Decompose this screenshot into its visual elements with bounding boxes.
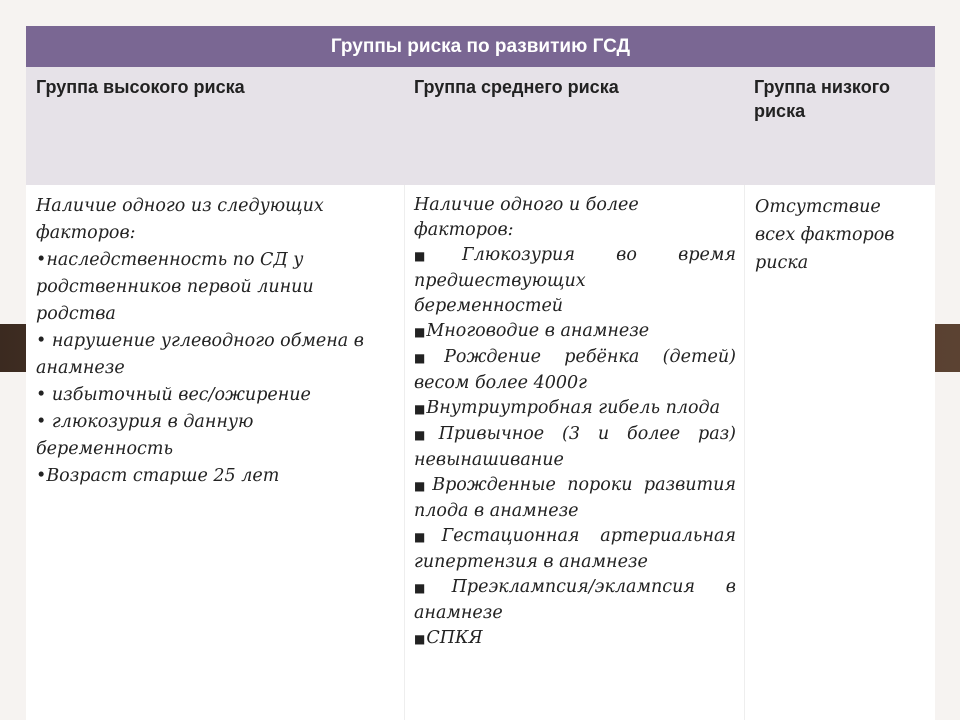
medium-risk-item (414, 345, 736, 396)
medium-risk-item (414, 575, 736, 626)
header-low-risk: Группа низкого риска (754, 77, 890, 121)
square-bullet-icon: ■ (414, 351, 444, 365)
square-bullet-icon: ■ (414, 402, 426, 416)
medium-risk-item (414, 319, 736, 345)
high-risk-item: •Возраст старше 25 лет (36, 466, 280, 486)
slide (26, 26, 935, 720)
square-bullet-icon: ■ (414, 428, 438, 442)
medium-risk-item (414, 243, 736, 319)
medium-risk-item (414, 524, 736, 575)
medium-risk-item (414, 396, 736, 422)
square-bullet-icon: ■ (414, 479, 432, 493)
high-risk-intro: Наличие одного из следующих факторов: (36, 196, 324, 243)
medium-risk-intro: Наличие одного и более факторов: (414, 195, 639, 240)
square-bullet-icon: ■ (414, 325, 426, 339)
medium-risk-item-text: Глюкозурия во время предшествующих беременностей (414, 245, 736, 316)
table-title: Группы риска по развитию ГСД (26, 26, 935, 67)
medium-risk-item (414, 473, 736, 524)
high-risk-item: • избыточный вес/ожирение (36, 385, 311, 405)
medium-risk-item (414, 626, 736, 652)
column-divider (404, 185, 405, 720)
medium-risk-item-text: Врожденные пороки развития плода в анамнезе (414, 475, 736, 521)
low-risk-cell: Отсутствие всех факторов риска (755, 197, 895, 273)
column-divider (744, 185, 745, 720)
square-bullet-icon: ■ (414, 530, 441, 544)
medium-risk-item-text: Многоводие в анамнезе (426, 321, 650, 341)
high-risk-item: • нарушение углеводного обмена в анамнезе (36, 331, 364, 378)
square-bullet-icon: ■ (414, 581, 451, 595)
medium-risk-item-text: Преэклампсия/эклампсия в анамнезе (414, 577, 736, 623)
medium-risk-item-text: Рождение ребёнка (детей) весом более 4000г (414, 347, 736, 393)
high-risk-item: • глюкозурия в данную беременность (36, 412, 254, 459)
medium-risk-item-text: Привычное (3 и более раз) невынашивание (414, 424, 737, 470)
medium-risk-item (414, 422, 736, 473)
medium-risk-item-text: СПКЯ (426, 628, 483, 648)
medium-risk-cell (414, 193, 736, 652)
header-medium-risk: Группа среднего риска (414, 77, 619, 97)
table-header-row (26, 67, 935, 185)
medium-risk-item-text: Гестационная артериальная гипертензия в анамнезе (414, 526, 737, 572)
header-high-risk: Группа высокого риска (36, 77, 245, 97)
high-risk-item: •наследственность по СД у родственников первой линии родства (36, 250, 314, 324)
medium-risk-item-text: Внутриутробная гибель плода (426, 398, 721, 418)
high-risk-cell (36, 193, 386, 490)
square-bullet-icon: ■ (414, 632, 426, 646)
square-bullet-icon: ■ (414, 249, 462, 263)
